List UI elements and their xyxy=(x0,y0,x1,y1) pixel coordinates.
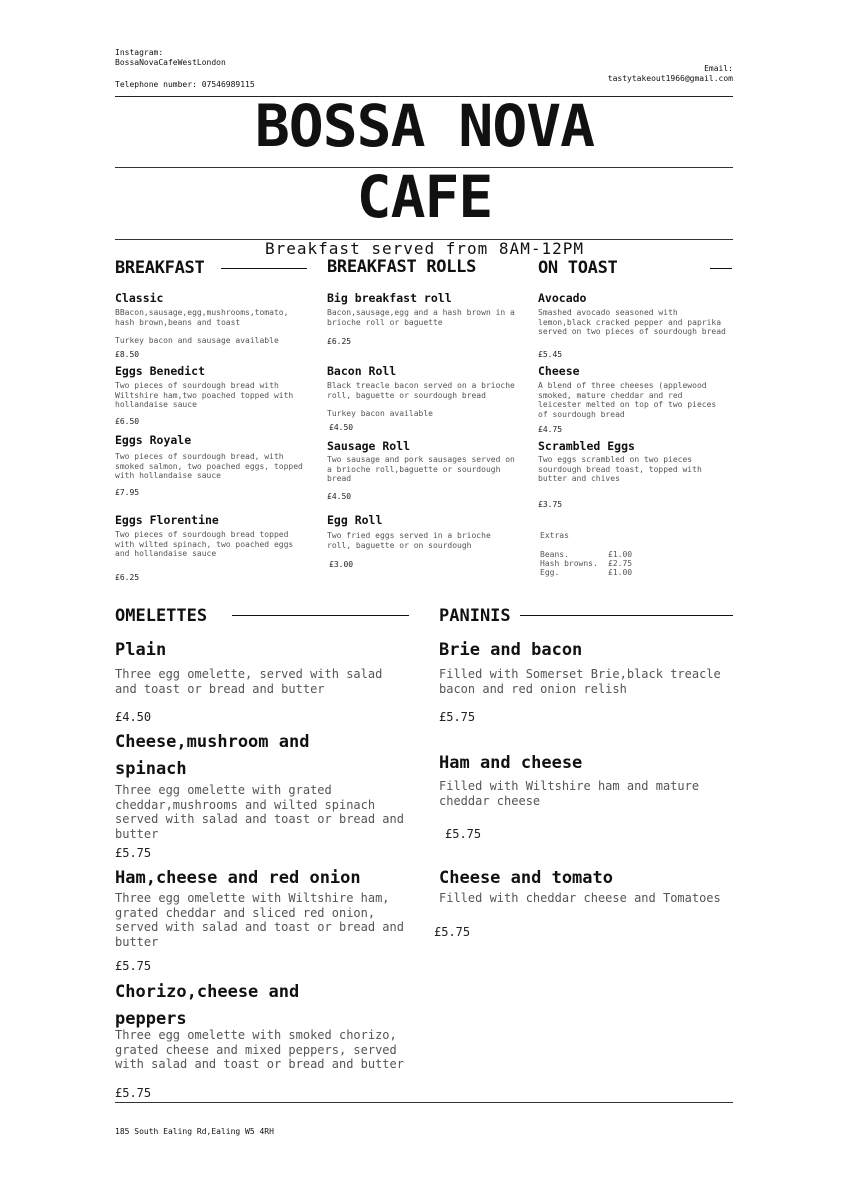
item-name: Classic xyxy=(115,291,164,305)
extra-price: £2.75 xyxy=(608,559,633,568)
item-name: Eggs Benedict xyxy=(115,364,206,378)
breakfast-heading: BREAKFAST xyxy=(115,258,205,278)
item-price: £4.50 xyxy=(327,492,352,501)
on-toast-heading: ON TOAST xyxy=(538,258,618,278)
email-label: Email: xyxy=(704,64,733,73)
extra-price: £1.00 xyxy=(608,568,633,577)
item-description: Filled with Somerset Brie,black treacle bacon and red onion relish xyxy=(439,667,721,696)
extra-name: Beans. xyxy=(540,550,569,559)
item-name: Avocado xyxy=(538,291,587,305)
item-price: £3.00 xyxy=(329,560,354,569)
breakfast-heading-rule xyxy=(221,268,307,269)
omelettes-heading-rule xyxy=(232,615,409,616)
item-description: Two pieces of sourdough bread with Wiltshire ham,two poached topped with hollandaise sauce xyxy=(115,381,294,409)
extras-label: Extras xyxy=(540,531,569,540)
cafe-name-line2: CAFE xyxy=(356,163,493,231)
item-description: Three egg omelette with smoked chorizo, grated cheese and mixed peppers, served with salad and toast or bread and butter xyxy=(115,1028,404,1072)
item-price: £6.25 xyxy=(115,573,140,582)
item-description: Two pieces of sourdough bread topped with wilted spinach, two poached eggs and hollandaise sauce xyxy=(115,530,294,558)
item-name: Bacon Roll xyxy=(327,364,397,378)
instagram-handle[interactable]: BossaNovaCafeWestLondon xyxy=(115,58,226,67)
item-note: Turkey bacon and sausage available xyxy=(115,336,279,345)
item-price: £7.95 xyxy=(115,488,140,497)
extra-name: Hash browns. xyxy=(540,559,598,568)
item-price: £5.75 xyxy=(115,959,152,973)
item-price: £5.45 xyxy=(538,350,563,359)
item-name-line2: spinach xyxy=(115,759,187,779)
item-description: Two eggs scrambled on two pieces sourdough bread toast, topped with butter and chives xyxy=(538,455,702,483)
item-name: Sausage Roll xyxy=(327,439,411,453)
footer-divider xyxy=(115,1102,733,1103)
item-price: £6.25 xyxy=(327,337,352,346)
item-name: Cheese and tomato xyxy=(439,868,613,888)
item-price: £5.75 xyxy=(115,846,152,860)
cafe-name-line1: BOSSA NOVA xyxy=(254,92,595,160)
extras-row xyxy=(540,568,559,578)
item-name: Scrambled Eggs xyxy=(538,439,635,453)
item-description: Three egg omelette with Wiltshire ham, grated cheddar and sliced red onion, served with salad and toast or bread and butter xyxy=(115,891,404,950)
item-description: Three egg omelette with grated cheddar,mushrooms and wilted spinach served with salad and toast or bread and butter xyxy=(115,783,404,842)
item-price: £5.75 xyxy=(434,925,471,939)
item-name: Big breakfast roll xyxy=(327,291,452,305)
item-name: Ham,cheese and red onion xyxy=(115,868,361,888)
item-name: Eggs Royale xyxy=(115,433,192,447)
item-name: Egg Roll xyxy=(327,513,383,527)
item-description: Three egg omelette, served with salad and toast or bread and butter xyxy=(115,667,383,696)
item-name: Plain xyxy=(115,640,167,660)
item-description: A blend of three cheeses (applewood smoked, mature cheddar and red leicester melted on top of two pieces of sourdough bread xyxy=(538,381,717,419)
item-price: £4.50 xyxy=(329,423,354,432)
item-description: Filled with Wiltshire ham and mature cheddar cheese xyxy=(439,779,700,808)
item-name-line1: Cheese,mushroom and xyxy=(115,732,310,752)
item-description: Filled with cheddar cheese and Tomatoes xyxy=(439,891,721,905)
item-price: £4.50 xyxy=(115,710,152,724)
item-name: Ham and cheese xyxy=(439,753,583,773)
item-name: Cheese xyxy=(538,364,580,378)
breakfast-rolls-heading: BREAKFAST ROLLS xyxy=(327,257,477,277)
item-name: Eggs Florentine xyxy=(115,513,219,527)
item-description: Two sausage and pork sausages served on a brioche roll,baguette or sourdough bread xyxy=(327,455,515,483)
instagram-label: Instagram: xyxy=(115,48,164,57)
item-name-line1: Chorizo,cheese and xyxy=(115,982,300,1002)
item-description: Black treacle bacon served on a brioche roll, baguette or sourdough bread xyxy=(327,381,515,400)
omelettes-heading: OMELETTES xyxy=(115,606,208,626)
item-name: Brie and bacon xyxy=(439,640,583,660)
address: 185 South Ealing Rd,Ealing W5 4RH xyxy=(115,1127,274,1136)
item-description: BBacon,sausage,egg,mushrooms,tomato, hash brown,beans and toast xyxy=(115,308,289,327)
email-address[interactable]: tastytakeout1966@gmail.com xyxy=(607,74,733,83)
item-price: £5.75 xyxy=(115,1086,152,1100)
on-toast-heading-rule xyxy=(710,268,732,269)
item-price: £5.75 xyxy=(445,827,482,841)
breakfast-hours: Breakfast served from 8AM-12PM xyxy=(265,239,584,258)
extra-name: Egg. xyxy=(540,568,560,577)
item-price: £5.75 xyxy=(439,710,476,724)
paninis-heading-rule xyxy=(520,615,733,616)
item-description: Bacon,sausage,egg and a hash brown in a brioche roll or baguette xyxy=(327,308,515,327)
item-price: £6.50 xyxy=(115,417,140,426)
item-price: £3.75 xyxy=(538,500,563,509)
item-name-line2: peppers xyxy=(115,1009,187,1029)
telephone: Telephone number: 07546989115 xyxy=(115,80,255,89)
item-note: Turkey bacon available xyxy=(327,409,433,418)
item-description: Two fried eggs served in a brioche roll, baguette or on sourdough xyxy=(327,531,491,550)
item-description: Smashed avocado seasoned with lemon,black cracked pepper and paprika served on two pieces of sourdough bread xyxy=(538,308,726,336)
extra-price: £1.00 xyxy=(608,550,633,559)
item-price: £8.50 xyxy=(115,350,140,359)
paninis-heading: PANINIS xyxy=(439,606,511,626)
item-price: £4.75 xyxy=(538,425,563,434)
item-description: Two pieces of sourdough bread, with smoked salmon, two poached eggs, topped with hollandaise sauce xyxy=(115,452,303,480)
